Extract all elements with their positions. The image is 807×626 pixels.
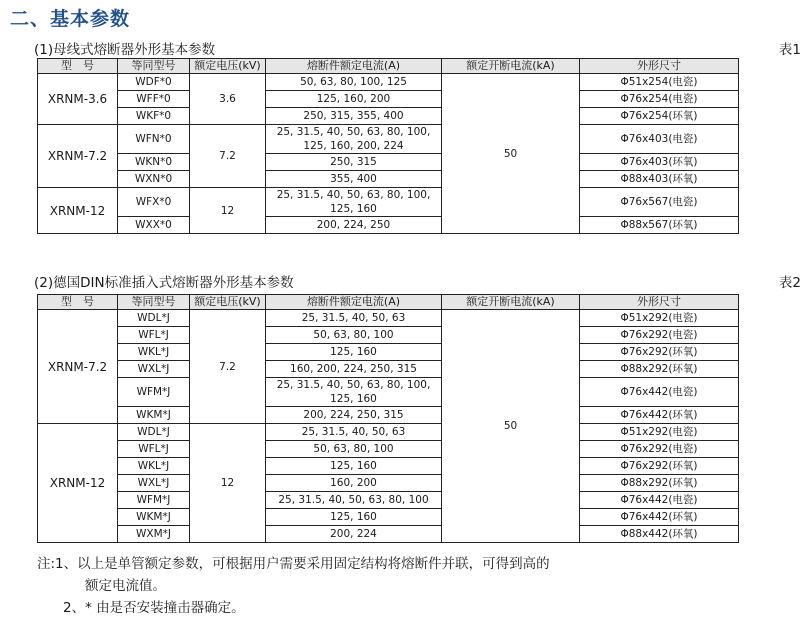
table-row <box>38 526 739 543</box>
model-cell: XRNM-12 <box>38 188 118 234</box>
dimension-cell: Φ76x254(电瓷) <box>580 91 739 108</box>
dimension-cell: Φ51x292(电瓷) <box>580 424 739 441</box>
voltage-cell: 7.2 <box>190 125 266 188</box>
equivalent-model-cell: WKL*J <box>118 458 190 475</box>
current-cell: 25, 31.5, 40, 50, 63, 80, 100 <box>266 492 442 509</box>
dimension-cell: Φ76x403(环氧) <box>580 154 739 171</box>
dimension-cell: Φ76x292(电瓷) <box>580 327 739 344</box>
table1-number: 表1 <box>778 42 801 58</box>
breaking-current-cell: 50 <box>442 310 580 543</box>
table1-caption-row <box>34 38 801 58</box>
dimension-cell: Φ88x292(环氧) <box>580 475 739 492</box>
table1 <box>37 58 739 234</box>
table-row <box>38 125 739 154</box>
dimension-cell: Φ51x254(电瓷) <box>580 74 739 91</box>
table-row <box>38 509 739 526</box>
table-row <box>38 407 739 424</box>
table-row <box>38 74 739 91</box>
column-header: 等同型号 <box>118 59 190 74</box>
table-row <box>38 108 739 125</box>
column-header: 等同型号 <box>118 295 190 310</box>
table2-header-row <box>38 295 739 310</box>
voltage-cell: 3.6 <box>190 74 266 125</box>
current-cell: 200, 224, 250, 315 <box>266 407 442 424</box>
equivalent-model-cell: WFM*J <box>118 492 190 509</box>
column-header: 外形尺寸 <box>580 295 739 310</box>
equivalent-model-cell: WXL*J <box>118 361 190 378</box>
table-row <box>38 91 739 108</box>
equivalent-model-cell: WXM*J <box>118 526 190 543</box>
current-cell: 50, 63, 80, 100, 125 <box>266 74 442 91</box>
table-row <box>38 361 739 378</box>
equivalent-model-cell: WXN*0 <box>118 171 190 188</box>
current-cell: 25, 31.5, 40, 50, 63 <box>266 310 442 327</box>
current-cell: 25, 31.5, 40, 50, 63, 80, 100, 125, 160 <box>266 188 442 217</box>
voltage-cell: 12 <box>190 424 266 543</box>
dimension-cell: Φ76x403(电瓷) <box>580 125 739 154</box>
note-1-continued: 额定电流值。 <box>85 578 166 594</box>
table-row <box>38 378 739 407</box>
breaking-current-cell: 50 <box>442 74 580 234</box>
equivalent-model-cell: WXX*0 <box>118 217 190 234</box>
equivalent-model-cell: WKM*J <box>118 509 190 526</box>
equivalent-model-cell: WFL*J <box>118 327 190 344</box>
table-row <box>38 217 739 234</box>
table-row <box>38 441 739 458</box>
model-cell: XRNM-3.6 <box>38 74 118 125</box>
table2-caption: (2)德国DIN标准插入式熔断器外形基本参数 <box>34 275 294 291</box>
table-row <box>38 310 739 327</box>
table-row <box>38 344 739 361</box>
model-cell: XRNM-7.2 <box>38 125 118 188</box>
current-cell: 200, 224, 250 <box>266 217 442 234</box>
dimension-cell: Φ76x442(环氧) <box>580 509 739 526</box>
equivalent-model-cell: WXL*J <box>118 475 190 492</box>
column-header: 外形尺寸 <box>580 59 739 74</box>
dimension-cell: Φ76x292(环氧) <box>580 344 739 361</box>
equivalent-model-cell: WFX*0 <box>118 188 190 217</box>
equivalent-model-cell: WKF*0 <box>118 108 190 125</box>
dimension-cell: Φ88x292(环氧) <box>580 361 739 378</box>
table-row <box>38 492 739 509</box>
equivalent-model-cell: WKM*J <box>118 407 190 424</box>
equivalent-model-cell: WFL*J <box>118 441 190 458</box>
equivalent-model-cell: WFN*0 <box>118 125 190 154</box>
equivalent-model-cell: WKL*J <box>118 344 190 361</box>
dimension-cell: Φ76x442(电瓷) <box>580 492 739 509</box>
table1-caption: (1)母线式熔断器外形基本参数 <box>34 42 216 58</box>
column-header: 额定电压(kV) <box>190 59 266 74</box>
note-1: 注:1、以上是单管额定参数，可根据用户需要采用固定结构将熔断件并联，可得到高的 <box>37 556 550 572</box>
dimension-cell: Φ88x442(环氧) <box>580 526 739 543</box>
dimension-cell: Φ76x292(环氧) <box>580 458 739 475</box>
voltage-cell: 7.2 <box>190 310 266 424</box>
section-title: 二、基本参数 <box>10 8 131 30</box>
dimension-cell: Φ88x403(环氧) <box>580 171 739 188</box>
current-cell: 125, 160, 200 <box>266 91 442 108</box>
model-cell: XRNM-7.2 <box>38 310 118 424</box>
column-header: 熔断件额定电流(A) <box>266 295 442 310</box>
equivalent-model-cell: WFM*J <box>118 378 190 407</box>
dimension-cell: Φ88x567(环氧) <box>580 217 739 234</box>
dimension-cell: Φ76x442(电瓷) <box>580 378 739 407</box>
current-cell: 160, 200, 224, 250, 315 <box>266 361 442 378</box>
dimension-cell: Φ51x292(电瓷) <box>580 310 739 327</box>
current-cell: 125, 160 <box>266 344 442 361</box>
table-row <box>38 424 739 441</box>
current-cell: 250, 315 <box>266 154 442 171</box>
current-cell: 160, 200 <box>266 475 442 492</box>
table-row <box>38 171 739 188</box>
column-header: 型 号 <box>38 59 118 74</box>
current-cell: 25, 31.5, 40, 50, 63 <box>266 424 442 441</box>
table-row <box>38 458 739 475</box>
model-cell: XRNM-12 <box>38 424 118 543</box>
table2-number: 表2 <box>778 275 801 291</box>
table-row <box>38 188 739 217</box>
table-row <box>38 327 739 344</box>
equivalent-model-cell: WDL*J <box>118 310 190 327</box>
table1-header-row <box>38 59 739 74</box>
table2 <box>37 294 739 543</box>
notes <box>37 553 757 619</box>
dimension-cell: Φ76x442(环氧) <box>580 407 739 424</box>
table-row <box>38 154 739 171</box>
voltage-cell: 12 <box>190 188 266 234</box>
column-header: 额定开断电流(kA) <box>442 295 580 310</box>
equivalent-model-cell: WDF*0 <box>118 74 190 91</box>
current-cell: 25, 31.5, 40, 50, 63, 80, 100, 125, 160, 200, 224 <box>266 125 442 154</box>
dimension-cell: Φ76x292(电瓷) <box>580 441 739 458</box>
column-header: 型 号 <box>38 295 118 310</box>
table-row <box>38 475 739 492</box>
column-header: 额定电压(kV) <box>190 295 266 310</box>
current-cell: 50, 63, 80, 100 <box>266 327 442 344</box>
dimension-cell: Φ76x254(环氧) <box>580 108 739 125</box>
current-cell: 50, 63, 80, 100 <box>266 441 442 458</box>
current-cell: 125, 160 <box>266 458 442 475</box>
current-cell: 200, 224 <box>266 526 442 543</box>
note-2: 2、* 由是否安装撞击器确定。 <box>63 600 245 616</box>
equivalent-model-cell: WKN*0 <box>118 154 190 171</box>
current-cell: 125, 160 <box>266 509 442 526</box>
current-cell: 355, 400 <box>266 171 442 188</box>
column-header: 熔断件额定电流(A) <box>266 59 442 74</box>
table2-caption-row <box>34 271 801 291</box>
column-header: 额定开断电流(kA) <box>442 59 580 74</box>
equivalent-model-cell: WFF*0 <box>118 91 190 108</box>
current-cell: 250, 315, 355, 400 <box>266 108 442 125</box>
dimension-cell: Φ76x567(电瓷) <box>580 188 739 217</box>
equivalent-model-cell: WDL*J <box>118 424 190 441</box>
current-cell: 25, 31.5, 40, 50, 63, 80, 100, 125, 160 <box>266 378 442 407</box>
